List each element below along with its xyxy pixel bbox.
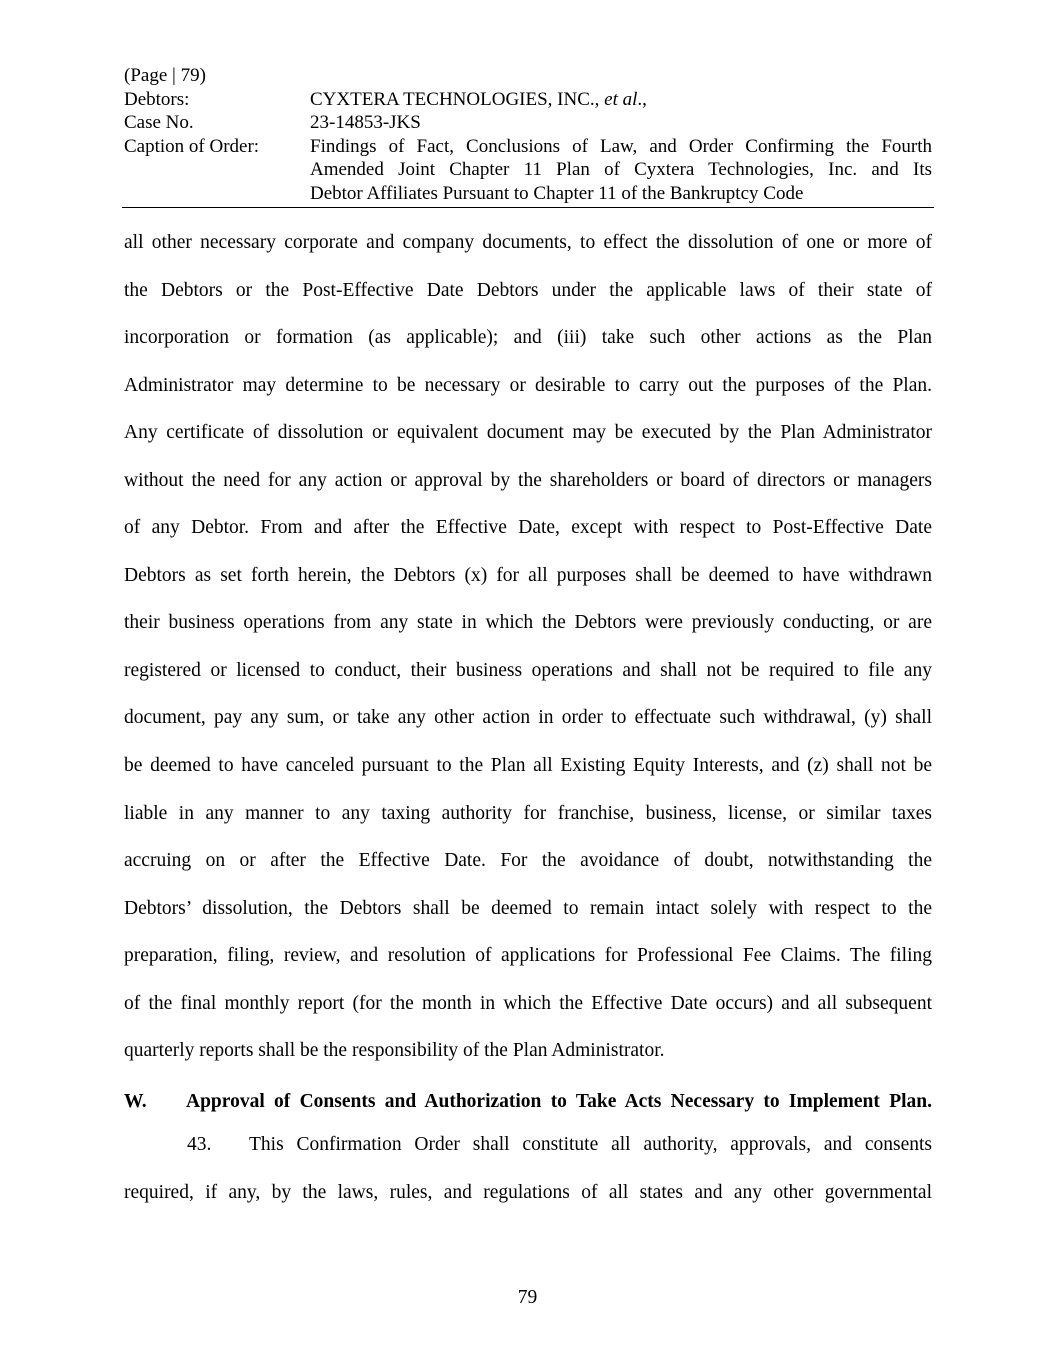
section-heading <box>124 1088 932 1115</box>
case-label: Case No. <box>124 112 194 133</box>
body-line: all other necessary corporate and company documents, to effect the dissolution of one or more of <box>124 232 932 253</box>
caption-line: Debtor Affiliates Pursuant to Chapter 11 of the Bankruptcy Code <box>310 182 804 204</box>
case-value: 23-14853-JKS <box>310 112 421 133</box>
paragraph-first-line <box>124 1131 932 1179</box>
body-line: accruing on or after the Effective Date. For the avoidance of doubt, notwithstanding the <box>124 850 932 872</box>
debtors-name: CYXTERA TECHNOLOGIES, INC., <box>310 88 600 110</box>
body-line: quarterly reports shall be the responsibility of the Plan Administrator. <box>124 1040 665 1062</box>
caption-value <box>310 135 932 206</box>
section-title: Approval of Consents and Authorization to Take Acts Necessary to Implement Plan. <box>186 1091 932 1112</box>
header-rule <box>122 207 934 208</box>
debtors-value <box>310 88 932 112</box>
caption-label: Caption of Order: <box>124 135 260 157</box>
body-line: Administrator may determine to be necessary or desirable to carry out the purposes of the Plan. <box>124 374 932 396</box>
debtors-label: Debtors: <box>124 88 190 110</box>
body-line: liable in any manner to any taxing authority for franchise, business, license, or similar taxes <box>124 802 932 824</box>
debtors-tail: ., <box>637 88 647 110</box>
body-line: of the final monthly report (for the month in which the Effective Date occurs) and all subsequent <box>124 992 932 1014</box>
paragraph-number: 43. <box>187 1134 212 1155</box>
caption-row <box>124 135 932 206</box>
caption-line: Amended Joint Chapter 11 Plan of Cyxtera Technologies, Inc. and Its <box>310 159 932 180</box>
body-line: Debtors’ dissolution, the Debtors shall be deemed to remain intact solely with respect to the <box>124 897 932 919</box>
paragraph-line: required, if any, by the laws, rules, and regulations of all states and any other governmental <box>124 1181 932 1203</box>
body-line: the Debtors or the Post-Effective Date Debtors under the applicable laws of their state of <box>124 279 932 301</box>
paragraph-text: This Confirmation Order shall constitute all authority, approvals, and consents <box>249 1134 932 1155</box>
page-label: (Page | 79) <box>124 65 206 86</box>
case-row <box>124 111 932 135</box>
section-letter: W. <box>124 1091 147 1112</box>
body-line: be deemed to have canceled pursuant to the Plan all Existing Equity Interests, and (z) shall not be <box>124 755 932 777</box>
body-line: preparation, filing, review, and resolution of applications for Professional Fee Claims. The filing <box>124 945 932 967</box>
paragraph-43 <box>124 1131 932 1226</box>
body-line: registered or licensed to conduct, their business operations and shall not be required to file any <box>124 659 932 681</box>
body-line: document, pay any sum, or take any other action in order to effectuate such withdrawal, (y) shall <box>124 707 932 729</box>
body-line: Any certificate of dissolution or equivalent document may be executed by the Plan Administrator <box>124 422 932 444</box>
caption-line: Findings of Fact, Conclusions of Law, and Order Confirming the Fourth <box>310 135 932 157</box>
body-line: Debtors as set forth herein, the Debtors (x) for all purposes shall be deemed to have withdrawn <box>124 564 932 586</box>
page-header <box>124 64 932 205</box>
body-paragraph <box>124 229 932 1085</box>
body-line: their business operations from any state in which the Debtors were previously conducting, or are <box>124 612 932 634</box>
body-line: without the need for any action or approval by the shareholders or board of directors or managers <box>124 469 932 491</box>
debtors-row <box>124 88 932 112</box>
page-label-row <box>124 64 932 88</box>
body-line: of any Debtor. From and after the Effective Date, except with respect to Post-Effective Date <box>124 517 932 539</box>
page-number: 79 <box>517 1287 538 1308</box>
body-line: incorporation or formation (as applicable); and (iii) take such other actions as the Plan <box>124 327 932 349</box>
debtors-et-al: et al <box>604 88 638 110</box>
